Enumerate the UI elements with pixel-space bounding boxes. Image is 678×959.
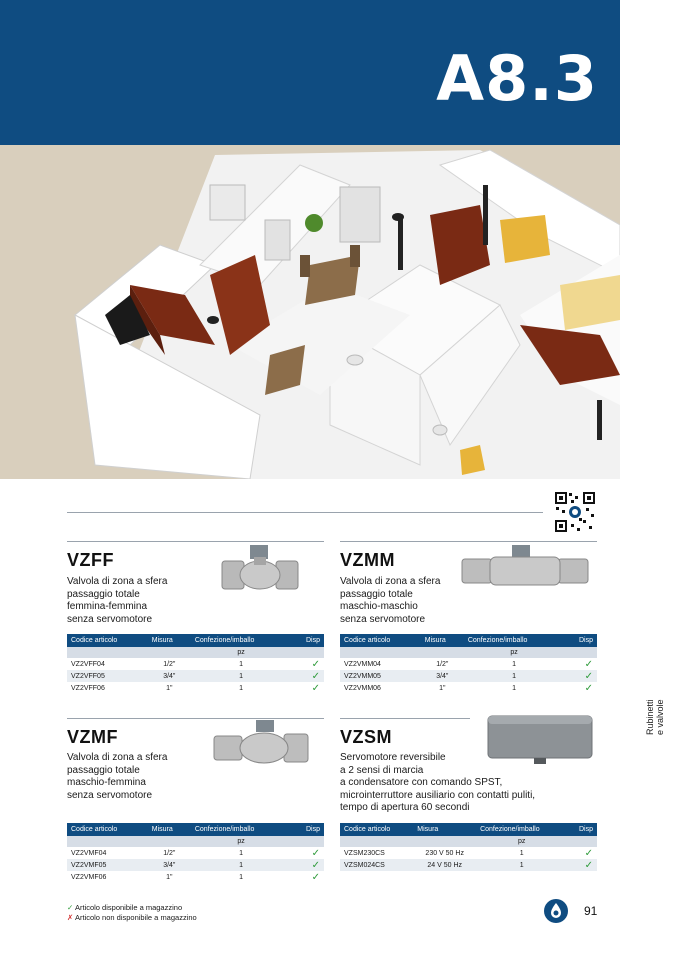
desc-line: passaggio totale <box>67 764 140 776</box>
valve-mm-image <box>460 545 590 587</box>
cell-size: 1" <box>166 684 173 692</box>
col-header-code: Codice articolo <box>340 823 413 836</box>
table-row <box>340 859 597 871</box>
cell-size: 24 V 50 Hz <box>413 859 476 871</box>
legend-available-text: Articolo disponibile a magazzino <box>74 903 183 912</box>
legend-available <box>67 903 197 913</box>
side-tab-category <box>645 699 665 735</box>
cell-pack: 1 <box>239 660 244 668</box>
col-header-pack: Confezione/imballo <box>191 634 291 647</box>
desc-line: a condensatore con comando SPST, <box>340 777 503 788</box>
cell-size: 3/4" <box>148 670 191 682</box>
check-icon: ✓ <box>67 903 74 912</box>
product-description-vzmf <box>67 752 167 802</box>
table-row <box>67 658 324 670</box>
cell-pack: 1 <box>239 684 244 692</box>
col-header-avail: Disp <box>291 634 324 647</box>
spec-table-vzff <box>67 634 324 694</box>
legend-unavailable <box>67 913 197 923</box>
product-code-vzsm: VZSM <box>340 727 393 747</box>
spec-table-vzmf <box>67 823 324 883</box>
col-header-avail: Disp <box>567 823 597 836</box>
available-check-icon: ✓ <box>291 670 324 682</box>
cell-code: VZ2VMF05 <box>67 859 148 871</box>
cell-size: 1/2" <box>163 660 176 668</box>
qr-code[interactable] <box>553 490 597 534</box>
available-check-icon: ✓ <box>564 670 597 682</box>
cell-size: 1" <box>439 684 446 692</box>
col-header-pack: Confezione/imballo <box>191 823 291 836</box>
unit-label: pz <box>191 836 291 847</box>
page-number: 91 <box>584 904 598 918</box>
col-header-pack: Confezione/imballo <box>464 634 564 647</box>
table-row <box>340 847 597 859</box>
side-tab-line-1: Rubinetti <box>645 699 655 735</box>
valve-ff-image <box>220 545 302 593</box>
available-check-icon: ✓ <box>311 658 320 670</box>
desc-line: Servomotore reversibile <box>340 752 446 763</box>
table-row <box>340 682 597 694</box>
desc-line: senza servomotore <box>340 613 426 625</box>
desc-line: a 2 sensi di marcia <box>340 764 424 776</box>
cross-icon: ✗ <box>67 913 74 922</box>
col-header-size: Misura <box>421 634 464 647</box>
product-description-vzff <box>67 576 167 626</box>
side-tab-line-2: e valvole <box>655 699 665 735</box>
floor-plan-illustration <box>0 145 620 479</box>
actuator-image <box>486 714 594 764</box>
desc-line: maschio-femmina <box>67 777 146 788</box>
cell-code: VZ2VFF05 <box>67 670 148 682</box>
unit-label: pz <box>476 836 567 847</box>
available-check-icon: ✓ <box>584 682 593 694</box>
unit-label: pz <box>191 647 291 658</box>
cell-pack: 1 <box>239 849 244 857</box>
cell-code: VZSM230CS <box>344 849 385 857</box>
cell-pack: 1 <box>464 670 564 682</box>
desc-line: maschio-maschio <box>340 601 418 612</box>
cell-size: 3/4" <box>148 859 191 871</box>
available-check-icon: ✓ <box>311 871 320 883</box>
desc-line: senza servomotore <box>67 613 153 625</box>
table-row <box>67 670 324 682</box>
product-code-vzmf: VZMF <box>67 727 118 747</box>
spec-table-vzsm <box>340 823 597 871</box>
valve-mf-image <box>212 720 312 766</box>
col-header-size: Misura <box>148 823 191 836</box>
cell-code: VZ2VMF06 <box>71 873 107 881</box>
spec-table-vzmm <box>340 634 597 694</box>
desc-line: senza servomotore <box>67 789 153 801</box>
table-row <box>67 682 324 694</box>
cell-pack: 1 <box>476 859 567 871</box>
product-divider <box>67 718 324 719</box>
available-check-icon: ✓ <box>311 847 320 859</box>
desc-line: tempo di apertura 60 secondi <box>340 802 470 813</box>
header-band <box>0 0 620 145</box>
product-code-vzmm: VZMM <box>340 550 395 570</box>
product-divider <box>340 718 470 719</box>
cell-code: VZ2VMM04 <box>344 660 381 668</box>
cell-code: VZ2VMF04 <box>71 849 107 857</box>
product-code-vzff: VZFF <box>67 550 114 570</box>
available-check-icon: ✓ <box>291 859 324 871</box>
col-header-size: Misura <box>413 823 476 836</box>
legend-unavailable-text: Articolo non disponibile a magazzino <box>74 913 197 922</box>
cell-size: 1" <box>166 873 173 881</box>
cell-pack: 1 <box>191 670 291 682</box>
cell-code: VZ2VFF04 <box>71 660 105 668</box>
cell-pack: 1 <box>239 873 244 881</box>
availability-legend <box>67 903 197 923</box>
available-check-icon: ✓ <box>584 847 593 859</box>
table-row <box>340 658 597 670</box>
col-header-pack: Confezione/imballo <box>476 823 567 836</box>
available-check-icon: ✓ <box>567 859 597 871</box>
desc-line: Valvola di zona a sfera <box>67 576 168 587</box>
cell-size: 1/2" <box>163 849 176 857</box>
desc-line: Valvola di zona a sfera <box>67 752 168 763</box>
table-row <box>67 847 324 859</box>
cell-size: 230 V 50 Hz <box>425 849 464 857</box>
available-check-icon: ✓ <box>584 658 593 670</box>
available-check-icon: ✓ <box>311 682 320 694</box>
cell-pack: 1 <box>519 849 524 857</box>
brand-logo-icon <box>543 898 569 924</box>
cell-size: 1/2" <box>436 660 449 668</box>
product-description-vzmm <box>340 576 440 626</box>
cell-pack: 1 <box>512 660 517 668</box>
cell-size: 3/4" <box>421 670 464 682</box>
desc-line: passaggio totale <box>340 588 413 600</box>
product-divider <box>340 541 597 542</box>
cell-code: VZ2VFF06 <box>71 684 105 692</box>
col-header-avail: Disp <box>564 634 597 647</box>
table-row <box>67 859 324 871</box>
product-divider <box>67 541 324 542</box>
cell-pack: 1 <box>512 684 517 692</box>
desc-line: Valvola di zona a sfera <box>340 576 441 587</box>
unit-label: pz <box>464 647 564 658</box>
cell-code: VZ2VMM05 <box>340 670 421 682</box>
section-code: A8.3 <box>436 42 598 115</box>
col-header-size: Misura <box>148 634 191 647</box>
col-header-code: Codice articolo <box>340 634 421 647</box>
table-row <box>67 871 324 883</box>
cell-code: VZ2VMM06 <box>344 684 381 692</box>
section-divider <box>67 512 543 513</box>
table-row <box>340 670 597 682</box>
col-header-code: Codice articolo <box>67 823 148 836</box>
col-header-avail: Disp <box>291 823 324 836</box>
col-header-code: Codice articolo <box>67 634 148 647</box>
desc-line: passaggio totale <box>67 588 140 600</box>
desc-line: microinterruttore ausiliario con contatti puliti, <box>340 789 536 801</box>
desc-line: femmina-femmina <box>67 601 148 612</box>
cell-pack: 1 <box>191 859 291 871</box>
cell-code: VZSM024CS <box>340 859 413 871</box>
